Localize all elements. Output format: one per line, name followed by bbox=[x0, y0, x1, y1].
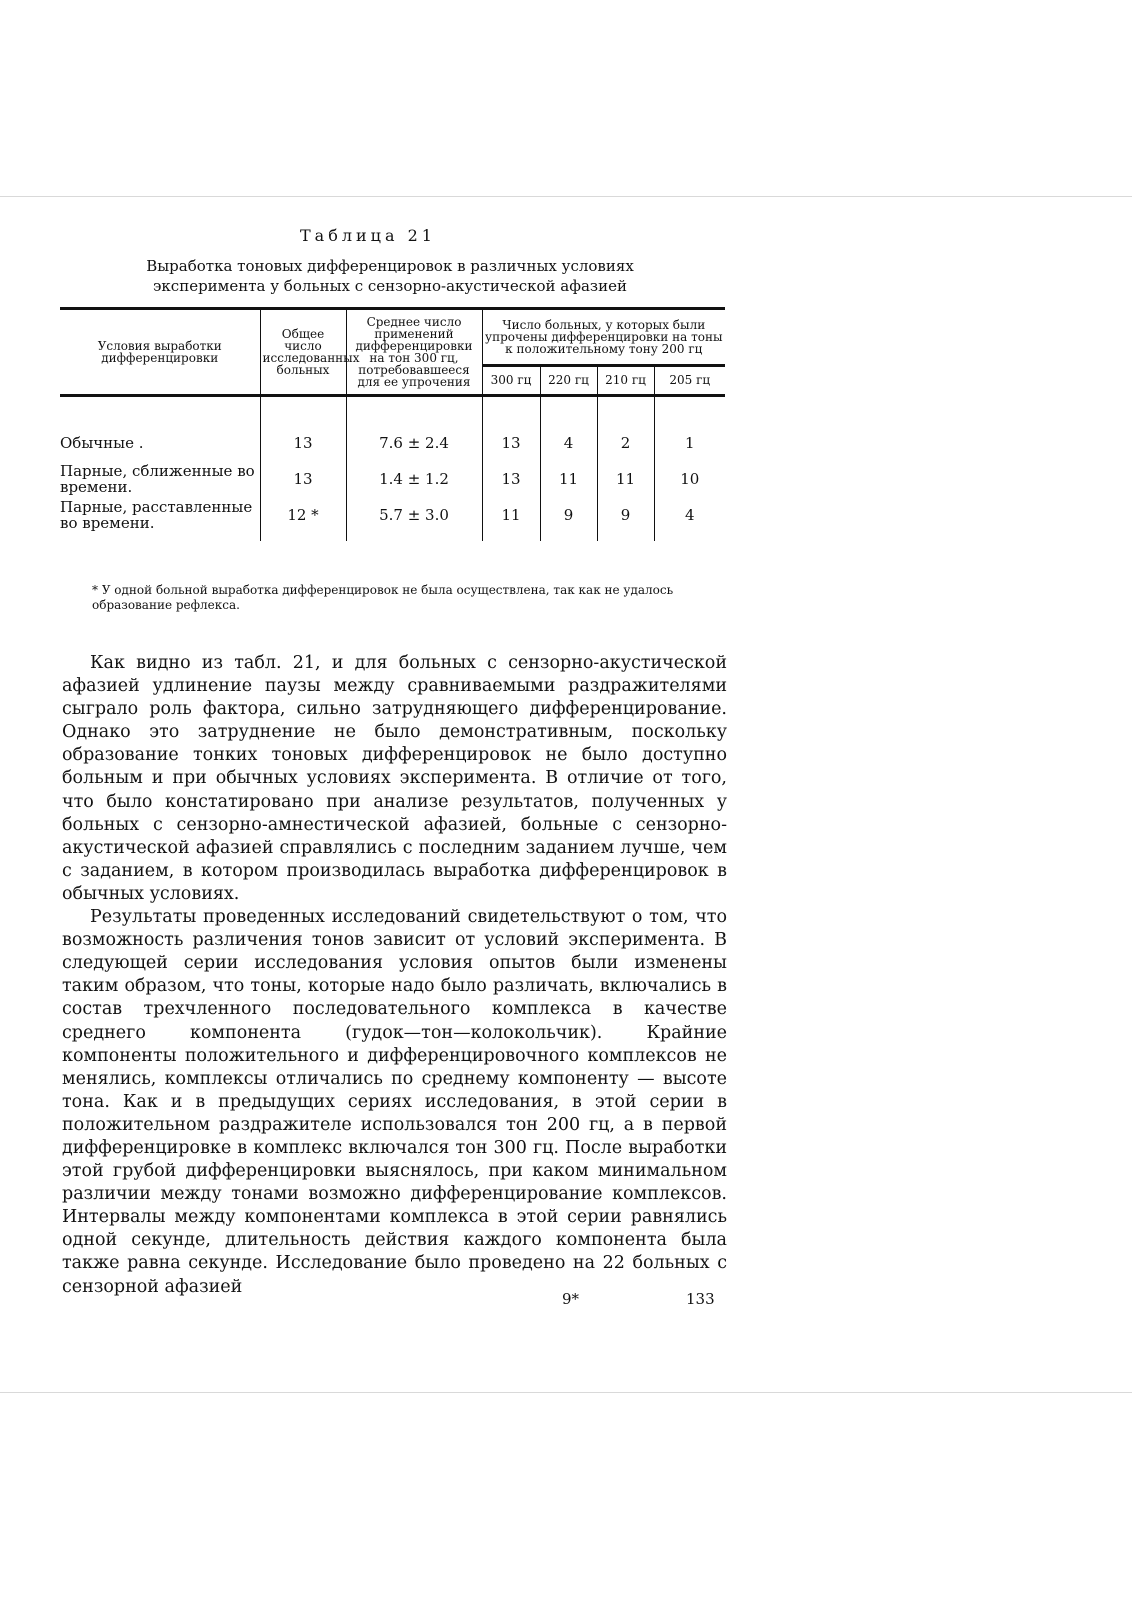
header-205: 205 гц bbox=[654, 365, 725, 395]
row-210: 2 bbox=[597, 396, 654, 462]
row-205: 1 bbox=[654, 396, 725, 462]
header-220: 220 гц bbox=[540, 365, 597, 395]
table-row bbox=[60, 497, 725, 533]
table-caption: Таблица 21 bbox=[300, 226, 436, 245]
header-conditions: Условия выработки дифференцировки bbox=[97, 339, 222, 365]
table-row-spacer bbox=[60, 533, 725, 541]
paragraph: Как видно из табл. 21, и для больных с сензорно-акустической афазией удлинение паузы между сравниваемыми раздражителями сыграло роль фактора, сильно затрудняющего дифференцирование. Однако это затруднение не было демонстративным, поскольку образование тонких тоновых дифференцировок не было доступно больным и при обычных условиях эксперимента. В отличие от того, что было констатировано при анализе результатов, полученных у больных с сензорно-амнестической афазией, больные с сензорно-акустической афазией справлялись с последним заданием лучше, чем с заданием, в котором производилась выработка дифференцировок в обычных условиях. bbox=[62, 653, 727, 904]
row-205: 10 bbox=[654, 461, 725, 497]
paragraph: Результаты проведенных исследований свидетельствуют о том, что возможность различения тонов зависит от условий эксперимента. В следующей серии исследования условия опытов были изменены таким образом, что тоны, которые надо было различать, включались в состав трехчленного последовательного комплекса в качестве среднего компонента (гудок—тон—колокольчик). Крайние компоненты положительного и дифференцировочного комплексов не менялись, комплексы отличались по среднему компоненту — высоте тона. Как и в предыдущих сериях исследования, в этой серии в положительном раздражителе использовался тон 200 гц, а в первой дифференцировке в комплекс включался тон 300 гц. После выработки этой грубой дифференцировки выяснялось, при каком минимальном различии между тонами возможно дифференцирование комплексов. Интервалы между компонентами комплекса в этой серии равнялись одной секунде, длительность действия каждого компонента была также равна секунде. Исследование было проведено на 22 больных с сензорной афазией bbox=[62, 907, 727, 1297]
data-table bbox=[60, 307, 725, 541]
table-footnote: * У одной больной выработка дифференцировок не была осуществлена, так как не удалось образование рефлекса. bbox=[92, 583, 674, 612]
table-title: Выработка тоновых дифференцировок в различных условиях эксперимента у больных с сензорно-акустической афазией bbox=[146, 257, 634, 295]
row-210: 11 bbox=[597, 461, 654, 497]
row-mean: 5.7 ± 3.0 bbox=[346, 497, 482, 533]
row-220: 4 bbox=[540, 396, 597, 462]
row-total: 13 bbox=[260, 396, 346, 462]
row-210: 9 bbox=[597, 497, 654, 533]
row-mean: 7.6 ± 2.4 bbox=[346, 396, 482, 462]
row-condition: Парные, сближенные во времени. bbox=[60, 462, 255, 496]
row-220: 11 bbox=[540, 461, 597, 497]
header-300: 300 гц bbox=[482, 365, 540, 395]
page-number: 133 bbox=[686, 1290, 715, 1308]
header-mean: Среднее число применений дифференцировки на тон 300 гц, потребовавшееся для ее упрочения bbox=[346, 309, 482, 396]
row-mean: 1.4 ± 1.2 bbox=[346, 461, 482, 497]
table-row bbox=[60, 461, 725, 497]
row-205: 4 bbox=[654, 497, 725, 533]
row-condition: Обычные . bbox=[60, 434, 144, 452]
header-210: 210 гц bbox=[597, 365, 654, 395]
row-220: 9 bbox=[540, 497, 597, 533]
header-total: Общее число исследованных больных bbox=[260, 309, 346, 396]
body-text bbox=[62, 652, 727, 1299]
row-condition: Парные, расставленные во времени. bbox=[60, 498, 253, 532]
row-total: 12 * bbox=[260, 497, 346, 533]
row-300: 13 bbox=[482, 396, 540, 462]
table-row bbox=[60, 396, 725, 462]
row-300: 11 bbox=[482, 497, 540, 533]
row-300: 13 bbox=[482, 461, 540, 497]
page-top-rule bbox=[0, 196, 1132, 197]
page-bottom-rule bbox=[0, 1392, 1132, 1393]
signature-mark: 9* bbox=[562, 1290, 580, 1308]
data-table-container bbox=[60, 307, 725, 541]
row-total: 13 bbox=[260, 461, 346, 497]
header-patients: Число больных, у которых были упрочены дифференцировки на тоны к положительному тону 200 гц bbox=[482, 309, 725, 366]
